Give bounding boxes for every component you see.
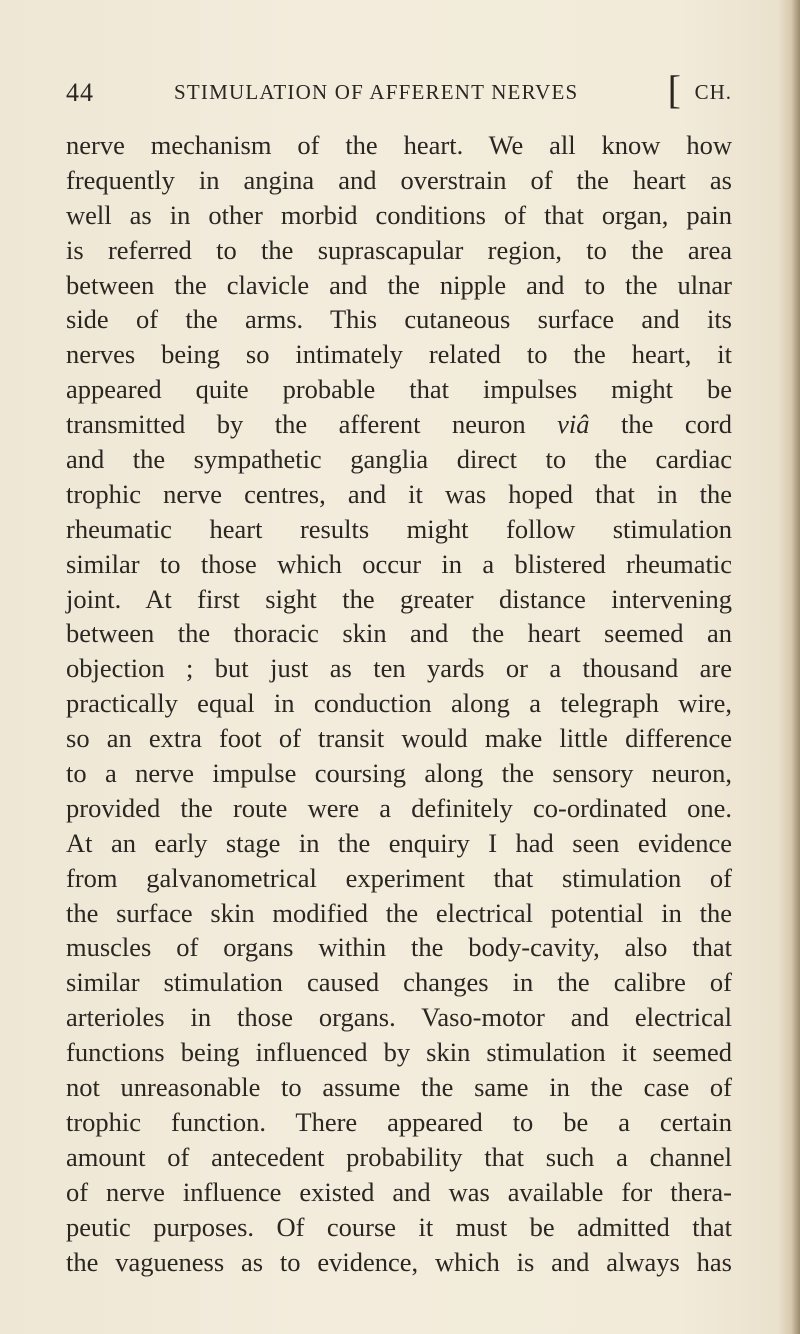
text-line-10: and the sympathetic ganglia direct to the cardiac bbox=[66, 444, 732, 475]
text-line-22: from galvanometrical experiment that stimulation of bbox=[66, 862, 732, 893]
text-line-7: nerves being so intimately related to the heart, it bbox=[66, 339, 732, 370]
text-line-4: is referred to the suprascapular region, to the area bbox=[66, 234, 732, 265]
text-line-14: joint. At first sight the greater distance intervening bbox=[66, 583, 732, 614]
text-line-16: objection ; but just as ten yards or a thousand are bbox=[66, 653, 732, 684]
text-line-15: between the thoracic skin and the heart seemed an bbox=[66, 618, 732, 649]
text-line-23: the surface skin modified the electrical potential in the bbox=[66, 897, 732, 928]
page-number: 44 bbox=[66, 78, 94, 107]
text-line-12: rheumatic heart results might follow stimulation bbox=[66, 513, 732, 544]
text-line-25: similar stimulation caused changes in the calibre of bbox=[66, 967, 732, 998]
text-line-9-start: transmitted by the afferent neuron bbox=[66, 409, 526, 440]
text-line-26: arterioles in those organs. Vaso-motor and electrical bbox=[66, 1002, 732, 1033]
text-line-9 bbox=[66, 407, 732, 442]
text-line-27: functions being influenced by skin stimulation it seemed bbox=[66, 1037, 732, 1068]
text-line-11: trophic nerve centres, and it was hoped that in the bbox=[66, 478, 732, 509]
text-line-21: At an early stage in the enquiry I had seen evidence bbox=[66, 827, 732, 858]
running-head-chapter: CH. bbox=[694, 80, 732, 104]
text-line-18: so an extra foot of transit would make little difference bbox=[66, 723, 732, 754]
text-line-32: peutic purposes. Of course it must be admitted that bbox=[66, 1211, 732, 1242]
text-line-24: muscles of organs within the body-cavity, also that bbox=[66, 932, 732, 963]
text-line-20: provided the route were a definitely co-ordinated one. bbox=[66, 792, 732, 823]
body-text bbox=[66, 128, 732, 1279]
running-head bbox=[66, 67, 732, 118]
text-line-19: to a nerve impulse coursing along the sensory neuron, bbox=[66, 758, 732, 789]
running-head-title: STIMULATION OF AFFERENT NERVES bbox=[174, 80, 579, 104]
text-line-28: not unreasonable to assume the same in the case of bbox=[66, 1072, 732, 1103]
text-line-30: amount of antecedent probability that such a channel bbox=[66, 1141, 732, 1172]
text-line-17: practically equal in conduction along a telegraph wire, bbox=[66, 688, 732, 719]
text-line-5: between the clavicle and the nipple and to the ulnar bbox=[66, 269, 732, 300]
text-line-9-end: the cord bbox=[621, 409, 733, 440]
text-line-8: appeared quite probable that impulses might be bbox=[66, 374, 732, 405]
text-line-29: trophic function. There appeared to be a certain bbox=[66, 1106, 732, 1137]
chapter-bracket: [ bbox=[667, 67, 682, 112]
text-line-1: nerve mechanism of the heart. We all know how bbox=[66, 130, 732, 160]
text-line-3: well as in other morbid conditions of that organ, pain bbox=[66, 199, 732, 230]
text-line-6: side of the arms. This cutaneous surface and its bbox=[66, 304, 732, 335]
page-edge-shadow bbox=[778, 0, 800, 1334]
text-line-13: similar to those which occur in a blistered rheumatic bbox=[66, 548, 732, 579]
text-line-31: of nerve influence existed and was available for thera- bbox=[66, 1176, 732, 1207]
text-line-2: frequently in angina and overstrain of the heart as bbox=[66, 164, 732, 195]
text-line-33: the vagueness as to evidence, which is and always has bbox=[66, 1246, 732, 1277]
italic-via: viâ bbox=[557, 409, 590, 440]
